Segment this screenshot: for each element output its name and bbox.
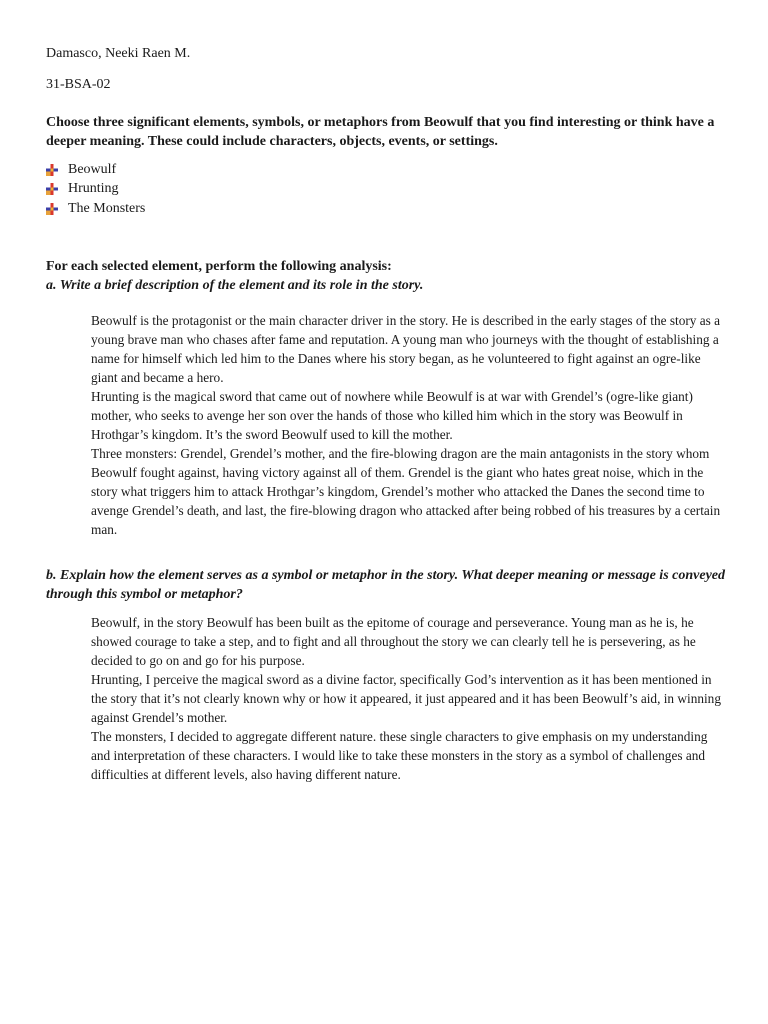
list-item-label: Beowulf (68, 161, 117, 177)
list-item (46, 160, 145, 180)
colored-plus-bullet-icon (46, 164, 58, 176)
list-item-label: The Monsters (68, 200, 146, 216)
selected-elements-list (46, 160, 145, 219)
part-a-paragraph-beowulf: Beowulf is the protagonist or the main character driver in the story. He is described in the early stages of the story as a young brave man who chases after fame and reputation. A young man who journeys with the thought of establishing a name for himself which led him to the Danes where his story began, as he volunteered to fight against an ogre-like giant and became a hero. (91, 313, 721, 385)
part-b-title: b. Explain how the element serves as a symbol or metaphor in the story. What deeper meaning or message is conveyed through this symbol or metaphor? (46, 568, 725, 602)
colored-plus-bullet-icon (46, 183, 58, 195)
part-a-answer (91, 311, 727, 539)
list-item (46, 180, 145, 200)
student-name: Damasco, Neeki Raen M. (46, 46, 191, 61)
part-b-answer (91, 613, 727, 784)
part-b-paragraph-beowulf: Beowulf, in the story Beowulf has been built as the epitome of courage and perseverance. Young man as he is, he showed courage to take a step, and to fight and all throughout the story we can clearly tell he is persevering, as he decided to go on and go for his purpose. (91, 615, 696, 668)
analysis-heading: For each selected element, perform the following analysis: (46, 259, 392, 274)
part-a-paragraph-hrunting: Hrunting is the magical sword that came out of nowhere while Beowulf is at war with Grendel’s (ogre-like giant) mother, who seeks to avenge her son over the hands of those who killed him which in the story was Beowulf in Hrothgar’s kingdom. It’s the sword Beowulf used to kill the mother. (91, 389, 693, 442)
list-item-label: Hrunting (68, 181, 119, 197)
part-b-paragraph-hrunting: Hrunting, I perceive the magical sword as a divine factor, specifically God’s intervention as it has been mentioned in the story that it’s not clearly known why or how it appeared, it just appeared and it has been Beowulf’s aid, in winning against Grendel’s mother. (91, 672, 721, 725)
part-a-paragraph-monsters: Three monsters: Grendel, Grendel’s mother, and the fire-blowing dragon are the main antagonists in the story whom Beowulf fought against, having victory against all of them. Grendel is the giant who hates great noise, which in the story what triggers him to attack Hrothgar’s kingdom, Grendel’s mother who attacked the Danes the second time to avenge Grendel’s death, and last, the fire-blowing dragon who attacked after being robbed of his treasures by a certain man. (91, 446, 721, 537)
assignment-prompt: Choose three significant elements, symbols, or metaphors from Beowulf that you find interesting or think have a deeper meaning. These could include characters, objects, events, or settings. (46, 115, 715, 149)
part-b-paragraph-monsters: The monsters, I decided to aggregate different nature. these single characters to give emphasis on my understanding and interpretation of these characters. I would like to take these monsters in the story as a symbol of challenges and difficulties at different levels, also having different nature. (91, 729, 708, 782)
list-item (46, 199, 145, 219)
student-section: 31-BSA-02 (46, 77, 111, 92)
colored-plus-bullet-icon (46, 203, 58, 215)
part-a-title: a. Write a brief description of the element and its role in the story. (46, 278, 424, 293)
